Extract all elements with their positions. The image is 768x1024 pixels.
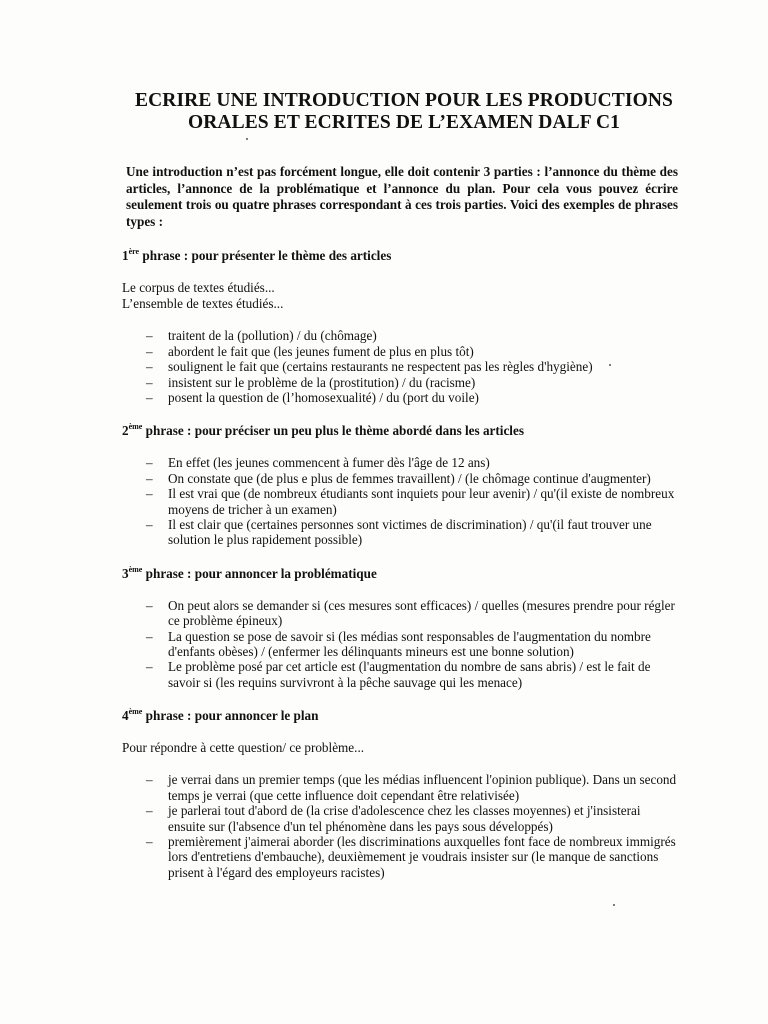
list-item [146,833,678,880]
list-item [146,517,678,548]
lead-line: L’ensemble de textes étudiés... [122,296,284,312]
list-item-text: je parlerai tout d'abord de (la crise d'adolescence chez les classes moyennes) et j'insisterai ensuite sur (l'absence d'un tel phénomène dans les pays sous développés) [168,803,641,834]
scan-speck [613,904,615,906]
section-number: 4 [122,708,129,724]
dash-bullet: – [146,486,153,502]
dash-bullet: – [146,628,153,644]
list-item [146,628,678,660]
dash-bullet: – [146,328,153,344]
section-2 [122,423,678,547]
scan-speck [246,138,248,140]
list-item [146,803,678,834]
list-item-text: On constate que (de plus e plus de femmes travaillent) / (le chômage continue d'augmenter) [168,470,651,486]
phrase-list [122,598,678,690]
phrase-list [122,772,678,880]
list-item [146,359,678,375]
section-ordinal: ème [128,422,143,432]
lead-line: Pour répondre à cette question/ ce problème... [122,740,365,756]
section-heading [122,423,678,439]
list-item [146,343,678,359]
section-number: 1 [122,248,129,264]
dash-bullet: – [146,772,153,788]
list-item-text: Le problème posé par cet article est (l'augmentation du nombre de sans abris) / est le fait de savoir si (les requins survivront à la pêche sauvage qui les menace) [168,659,651,690]
list-item-text: En effet (les jeunes commencent à fumer dès l'âge de 12 ans) [168,455,490,471]
section-ordinal: ème [128,707,143,717]
list-item-text: Il est clair que (certaines personnes sont victimes de discrimination) / qu'(il faut trouver une solution le plus rapidement possible) [168,517,652,548]
phrase-list [122,328,678,405]
list-item [146,455,678,471]
list-item [146,659,678,690]
dash-bullet: – [146,803,153,819]
dash-bullet: – [146,470,153,486]
dash-bullet: – [146,517,153,533]
section-1 [122,248,678,405]
list-item [146,374,678,390]
intro-paragraph: Une introduction n’est pas forcément longue, elle doit contenir 3 parties : l’annonce du thème des articles, l’annonce de la problématique et l’annonce du plan. Pour cela vous pouvez écrire seulement trois ou quatre phrases correspondant à ces trois parties. Voici des exemples de phrases types : [126,164,678,229]
document-content [122,90,678,898]
section-heading-text: phrase : pour présenter le thème des articles [139,248,392,264]
title-line-2: ORALES ET ECRITES DE L’EXAMEN DALF C1 [187,112,621,133]
list-item-text: Il est vrai que (de nombreux étudiants sont inquiets pour leur avenir) / qu'(il existe de nombreux moyens de tricher à un examen) [168,486,675,517]
list-item-text: insistent sur le problème de la (prostitution) / du (racisme) [168,374,476,390]
dash-bullet: – [146,390,153,405]
section-heading-text: phrase : pour annoncer le plan [142,708,319,724]
title-line-1: ECRIRE UNE INTRODUCTION POUR LES PRODUCTIONS [134,90,673,111]
section-3 [122,566,678,690]
list-item-text: La question se pose de savoir si (les médias sont responsables de l'augmentation du nombre d'enfants obèses) / (enfermer les délinquants mineurs est une bonne solution) [168,628,651,660]
section-heading [122,566,678,582]
phrase-list [122,455,678,547]
section-heading-text: phrase : pour préciser un peu plus le thème abordé dans les articles [142,423,524,439]
dash-bullet: – [146,359,153,375]
list-item [146,597,678,629]
dash-bullet: – [146,833,153,849]
document-title [130,90,678,134]
list-item-text: On peut alors se demander si (ces mesures sont efficaces) / quelles (mesures prendre pour régler ce problème épineux) [168,597,675,629]
scan-speck [609,364,611,366]
section-ordinal: ème [128,564,143,574]
section-ordinal: ère [128,247,140,257]
list-item-text: premièrement j'aimerai aborder (les discriminations auxquelles font face de nombreux immigrés lors d'entretiens d'embauche), deuxièmement je voudrais insister sur (le manque de sanctions prisent à l'égard des employeurs racistes) [168,833,676,880]
section-number: 3 [122,565,129,581]
list-item-text: abordent le fait que (les jeunes fument de plus en plus tôt) [168,343,474,359]
list-item-text: je verrai dans un premier temps (que les médias influencent l'opinion publique). Dans un second temps je verrai (que cette influence doit cependant être relativisée) [168,772,677,803]
dash-bullet: – [146,597,153,613]
dash-bullet: – [146,343,153,359]
lead-line: Le corpus de textes étudiés... [122,280,275,296]
section-heading-text: phrase : pour annoncer la problématique [142,565,377,581]
list-item [146,470,678,486]
list-item [146,390,678,405]
section-4 [122,708,678,880]
section-heading [122,708,678,724]
list-item [146,328,678,344]
section-number: 2 [122,423,129,439]
list-item-text: traitent de la (pollution) / du (chômage) [168,328,377,344]
list-item-text: soulignent le fait que (certains restaurants ne respectent pas les règles d'hygiène) [168,359,593,375]
dash-bullet: – [146,455,153,471]
list-item [146,772,678,803]
dash-bullet: – [146,659,153,675]
list-item [146,486,678,517]
section-heading [122,248,678,264]
list-item-text: posent la question de (l’homosexualité) / du (port du voile) [168,390,479,405]
dash-bullet: – [146,374,153,390]
